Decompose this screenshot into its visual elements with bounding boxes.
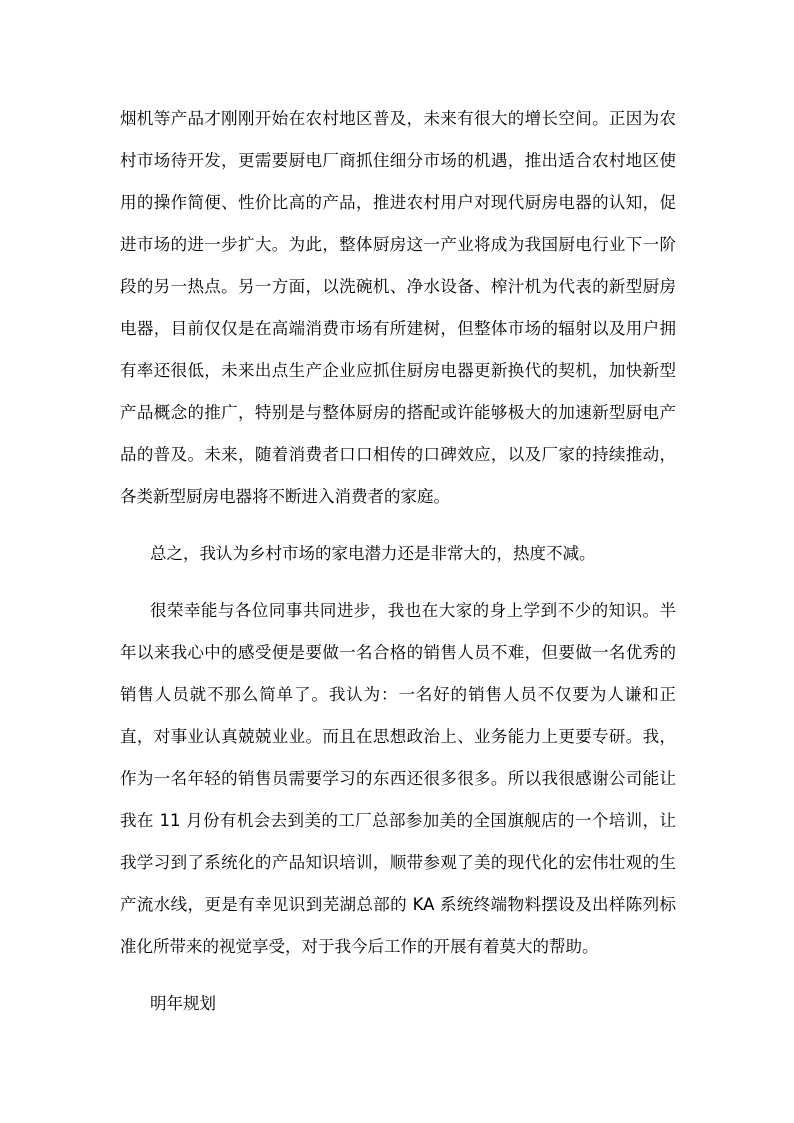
paragraph-continuation: 烟机等产品才刚刚开始在农村地区普及，未来有很大的增长空间。正因为农村市场待开发，更需要厨电厂商抓住细分市场的机遇，推出适合农村地区使用的操作简便、性价比高的产品，推进农村用户对现代厨房电器的认知，促进市场的进一步扩大。为此，整体厨房这一产业将成为我国厨电行业下一阶段的另一热点。另一方面，以洗碗机、净水设备、榨汁机为代表的新型厨房电器，目前仅仅是在高端消费市场有所建树，但整体市场的辐射以及用户拥有率还很低，未来出点生产企业应抓住厨房电器更新换代的契机，加快新型产品概念的推广，特别是与整体厨房的搭配或许能够极大的加速新型厨电产品的普及。未来，随着消费者口口相传的口碑效应，以及厂家的持续推动，各类新型厨房电器将不断进入消费者的家庭。	[120, 109, 676, 506]
document-body	[120, 98, 676, 1025]
paragraph-reflection: 很荣幸能与各位同事共同进步，我也在大家的身上学到不少的知识。半年以来我心中的感受便是要做一名合格的销售人员不难，但要做一名优秀的销售人员就不那么简单了。我认为：一名好的销售人员不仅要为人谦和正直，对事业认真兢兢业业。而且在思想政治上、业务能力上更要专研。我，作为一名年轻的销售员需要学习的东西还很多很多。所以我很感谢公司能让我在 11 月份有机会去到美的工厂总部参加美的全国旗舰店的一个培训，让我学习到了系统化的产品知识培训，顺带参观了美的现代化的宏伟壮观的生产流水线，更是有幸见识到芜湖总部的 KA 系统终端物料摆设及出样陈列标准化所带来的视觉享受，对于我今后工作的开展有着莫大的帮助。	[120, 601, 676, 956]
paragraph-summary: 总之，我认为乡村市场的家电潜力还是非常大的，热度不减。	[150, 544, 596, 563]
section-heading: 明年规划	[150, 994, 216, 1013]
